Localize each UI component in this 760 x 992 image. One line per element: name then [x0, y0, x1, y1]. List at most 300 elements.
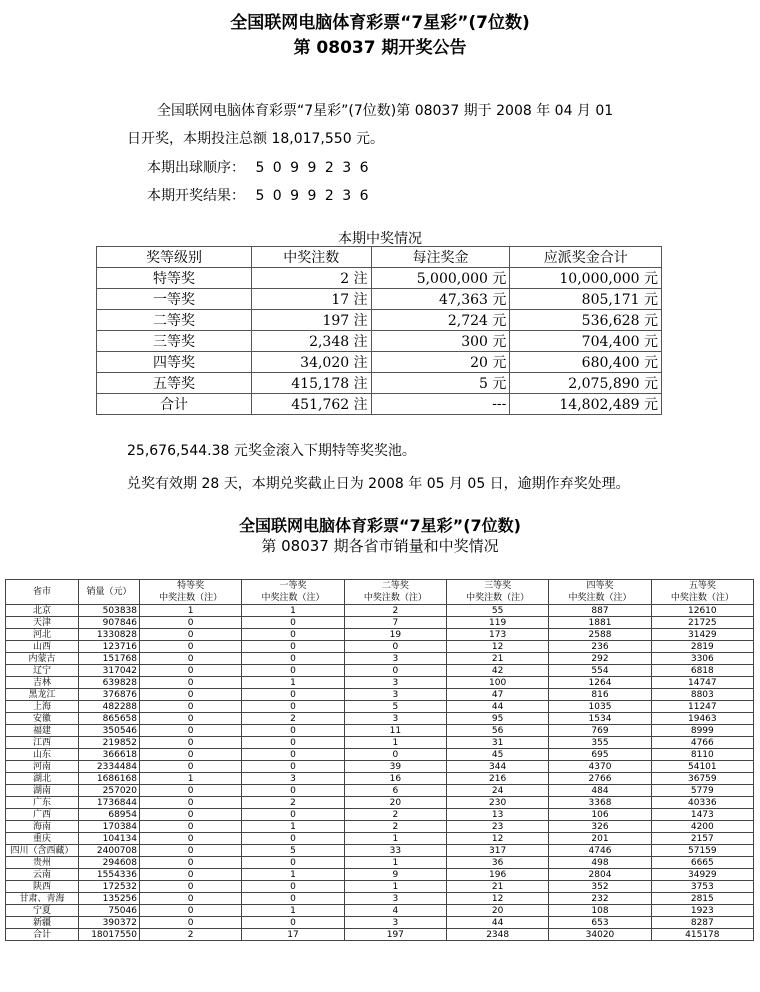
- province-row: [6, 713, 754, 725]
- province-winners: 415178: [651, 929, 753, 941]
- province-sales: 366618: [79, 749, 140, 761]
- province-name: 广西: [6, 809, 79, 821]
- province-sales: 482288: [79, 701, 140, 713]
- header-count: 中奖注数: [252, 247, 372, 268]
- province-winners: 0: [140, 689, 242, 701]
- province-sales: 2400708: [79, 845, 140, 857]
- province-winners: 0: [140, 665, 242, 677]
- province-winners: 21725: [651, 617, 753, 629]
- province-row: [6, 845, 754, 857]
- province-row: [6, 605, 754, 617]
- prize-level: 一等奖: [97, 289, 252, 310]
- intro-line-1: 全国联网电脑体育彩票“7星彩”(7位数)第 08037 期于 2008 年 04 月 01: [157, 103, 614, 119]
- province-winners: 2804: [549, 869, 651, 881]
- province-winners: 0: [140, 869, 242, 881]
- province-winners: 11247: [651, 701, 753, 713]
- province-name: 陕西: [6, 881, 79, 893]
- province-winners: 0: [140, 713, 242, 725]
- prize-total: 536,628 元: [510, 310, 662, 331]
- province-name: 河北: [6, 629, 79, 641]
- province-winners: 0: [242, 629, 344, 641]
- province-winners: 0: [140, 653, 242, 665]
- province-row: [6, 893, 754, 905]
- province-sales: 170384: [79, 821, 140, 833]
- province-winners: 0: [140, 833, 242, 845]
- province-winners: 816: [549, 689, 651, 701]
- province-row: [6, 641, 754, 653]
- province-winners: 2348: [446, 929, 548, 941]
- province-winners: 21: [446, 653, 548, 665]
- province-winners: 3: [344, 653, 446, 665]
- province-row: [6, 689, 754, 701]
- province-winners: 1473: [651, 809, 753, 821]
- province-winners: 12610: [651, 605, 753, 617]
- province-sales: 639828: [79, 677, 140, 689]
- province-row: [6, 857, 754, 869]
- province-sales: 376876: [79, 689, 140, 701]
- province-winners: 0: [242, 689, 344, 701]
- province-winners: 232: [549, 893, 651, 905]
- province-winners: 12: [446, 833, 548, 845]
- province-winners: 8110: [651, 749, 753, 761]
- province-winners: 56: [446, 725, 548, 737]
- province-winners: 55: [446, 605, 548, 617]
- province-name: 上海: [6, 701, 79, 713]
- province-winners: 16: [344, 773, 446, 785]
- province-row: [6, 629, 754, 641]
- province-winners: 44: [446, 917, 548, 929]
- province-winners: 7: [344, 617, 446, 629]
- province-winners: 0: [242, 641, 344, 653]
- count-label: 中奖注数（注）: [466, 593, 530, 603]
- header-level-5: [651, 580, 753, 605]
- province-row: [6, 617, 754, 629]
- province-winners: 14747: [651, 677, 753, 689]
- province-sales: 151768: [79, 653, 140, 665]
- province-winners: 31: [446, 737, 548, 749]
- prize-table-header: [97, 247, 662, 268]
- count-label: 中奖注数（注）: [363, 593, 427, 603]
- count-label: 中奖注数（注）: [159, 593, 223, 603]
- prize-count: 415,178 注: [252, 373, 372, 394]
- province-winners: 23: [446, 821, 548, 833]
- province-winners: 20: [446, 905, 548, 917]
- province-winners: 0: [344, 749, 446, 761]
- province-row: [6, 665, 754, 677]
- province-winners: 4: [344, 905, 446, 917]
- province-name: 河南: [6, 761, 79, 773]
- province-winners: 8803: [651, 689, 753, 701]
- count-label: 中奖注数（注）: [568, 593, 632, 603]
- draw-result: [147, 185, 371, 205]
- province-sales: 1686168: [79, 773, 140, 785]
- province-winners: 2: [242, 713, 344, 725]
- province-winners: 44: [446, 701, 548, 713]
- province-row: [6, 677, 754, 689]
- province-winners: 0: [242, 725, 344, 737]
- province-winners: 12: [446, 893, 548, 905]
- province-winners: 40336: [651, 797, 753, 809]
- prize-total: 680,400 元: [510, 352, 662, 373]
- province-winners: 554: [549, 665, 651, 677]
- province-winners: 47: [446, 689, 548, 701]
- province-winners: 3: [344, 689, 446, 701]
- province-row: [6, 929, 754, 941]
- province-winners: 1: [344, 881, 446, 893]
- province-winners: 5: [344, 701, 446, 713]
- province-title: 全国联网电脑体育彩票“7星彩”(7位数): [239, 516, 521, 535]
- province-winners: 8999: [651, 725, 753, 737]
- province-winners: 0: [344, 665, 446, 677]
- province-winners: 2: [242, 797, 344, 809]
- province-winners: 6818: [651, 665, 753, 677]
- province-name: 内蒙古: [6, 653, 79, 665]
- province-winners: 6: [344, 785, 446, 797]
- rollover-note: 25,676,544.38 元奖金滚入下期特等奖奖池。: [127, 443, 416, 459]
- province-winners: 173: [446, 629, 548, 641]
- province-winners: 5779: [651, 785, 753, 797]
- prize-per-bet: 5,000,000 元: [371, 268, 510, 289]
- draw-result-value: 5 0 9 9 2 3 6: [255, 188, 371, 204]
- province-name: 北京: [6, 605, 79, 617]
- level-name: 二等奖: [381, 581, 409, 591]
- level-name: 一等奖: [279, 581, 307, 591]
- province-winners: 0: [242, 737, 344, 749]
- province-winners: 3753: [651, 881, 753, 893]
- province-winners: 653: [549, 917, 651, 929]
- province-winners: 19: [344, 629, 446, 641]
- draw-result-label: 本期开奖结果：: [147, 188, 245, 204]
- province-row: [6, 737, 754, 749]
- province-name: 云南: [6, 869, 79, 881]
- province-name: 天津: [6, 617, 79, 629]
- province-winners: 1035: [549, 701, 651, 713]
- province-row: [6, 917, 754, 929]
- province-winners: 230: [446, 797, 548, 809]
- province-winners: 484: [549, 785, 651, 797]
- province-winners: 3368: [549, 797, 651, 809]
- province-winners: 0: [140, 881, 242, 893]
- prize-total: 805,171 元: [510, 289, 662, 310]
- province-sales: 104134: [79, 833, 140, 845]
- prize-per-bet: 300 元: [371, 331, 510, 352]
- province-row: [6, 785, 754, 797]
- province-winners: 0: [140, 641, 242, 653]
- province-winners: 12: [446, 641, 548, 653]
- province-row: [6, 881, 754, 893]
- province-sales: 390372: [79, 917, 140, 929]
- province-winners: 769: [549, 725, 651, 737]
- prize-count: 197 注: [252, 310, 372, 331]
- province-winners: 0: [140, 905, 242, 917]
- province-name: 辽宁: [6, 665, 79, 677]
- count-label: 中奖注数（注）: [261, 593, 325, 603]
- province-winners: 2815: [651, 893, 753, 905]
- province-sales: 865658: [79, 713, 140, 725]
- province-winners: 0: [242, 917, 344, 929]
- province-name: 四川（含西藏）: [6, 845, 79, 857]
- province-winners: 0: [140, 809, 242, 821]
- province-winners: 0: [242, 857, 344, 869]
- province-winners: 1: [344, 857, 446, 869]
- prize-total: 704,400 元: [510, 331, 662, 352]
- province-name: 山东: [6, 749, 79, 761]
- province-winners: 2157: [651, 833, 753, 845]
- province-sales: 135256: [79, 893, 140, 905]
- province-winners: 1: [242, 821, 344, 833]
- province-winners: 1: [140, 773, 242, 785]
- province-winners: 36759: [651, 773, 753, 785]
- province-sales: 317042: [79, 665, 140, 677]
- prize-count: 2,348 注: [252, 331, 372, 352]
- province-winners: 1: [344, 833, 446, 845]
- province-winners: 0: [242, 785, 344, 797]
- province-name: 合计: [6, 929, 79, 941]
- province-winners: 2588: [549, 629, 651, 641]
- province-winners: 1: [242, 605, 344, 617]
- header-total: 应派奖金合计: [510, 247, 662, 268]
- province-winners: 0: [242, 617, 344, 629]
- prize-level: 三等奖: [97, 331, 252, 352]
- province-winners: 3: [344, 713, 446, 725]
- province-winners: 695: [549, 749, 651, 761]
- province-sales: 123716: [79, 641, 140, 653]
- province-winners: 3: [242, 773, 344, 785]
- province-winners: 0: [242, 881, 344, 893]
- header-level-1: [242, 580, 344, 605]
- province-winners: 4746: [549, 845, 651, 857]
- province-winners: 20: [344, 797, 446, 809]
- level-name: 三等奖: [484, 581, 512, 591]
- province-winners: 1: [344, 737, 446, 749]
- prize-level: 合计: [97, 394, 252, 415]
- province-name: 甘肃、青海: [6, 893, 79, 905]
- province-winners: 0: [140, 797, 242, 809]
- province-winners: 1881: [549, 617, 651, 629]
- province-winners: 3: [344, 917, 446, 929]
- province-winners: 0: [140, 677, 242, 689]
- province-sales: 294608: [79, 857, 140, 869]
- province-winners: 24: [446, 785, 548, 797]
- province-winners: 0: [242, 653, 344, 665]
- province-winners: 2819: [651, 641, 753, 653]
- province-sales: 907846: [79, 617, 140, 629]
- province-name: 重庆: [6, 833, 79, 845]
- province-name: 湖南: [6, 785, 79, 797]
- province-winners: 57159: [651, 845, 753, 857]
- province-winners: 1: [242, 905, 344, 917]
- province-row: [6, 809, 754, 821]
- province-winners: 0: [140, 749, 242, 761]
- prize-per-bet: ---: [371, 394, 510, 415]
- province-row: [6, 701, 754, 713]
- province-winners: 326: [549, 821, 651, 833]
- province-winners: 4370: [549, 761, 651, 773]
- province-sales: 75046: [79, 905, 140, 917]
- prize-per-bet: 5 元: [371, 373, 510, 394]
- province-row: [6, 749, 754, 761]
- province-winners: 317: [446, 845, 548, 857]
- province-name: 广东: [6, 797, 79, 809]
- province-winners: 216: [446, 773, 548, 785]
- province-winners: 21: [446, 881, 548, 893]
- province-winners: 2: [140, 929, 242, 941]
- province-winners: 19463: [651, 713, 753, 725]
- province-sales: 503838: [79, 605, 140, 617]
- province-sales: 1554336: [79, 869, 140, 881]
- province-winners: 201: [549, 833, 651, 845]
- province-winners: 0: [140, 893, 242, 905]
- header-per: 每注奖金: [371, 247, 510, 268]
- prize-count: 17 注: [252, 289, 372, 310]
- province-name: 湖北: [6, 773, 79, 785]
- prize-level: 五等奖: [97, 373, 252, 394]
- province-winners: 1: [242, 869, 344, 881]
- province-winners: 0: [242, 833, 344, 845]
- prize-level: 二等奖: [97, 310, 252, 331]
- province-winners: 1: [140, 605, 242, 617]
- province-name: 黑龙江: [6, 689, 79, 701]
- province-winners: 236: [549, 641, 651, 653]
- province-winners: 36: [446, 857, 548, 869]
- prize-table: [96, 246, 662, 415]
- province-winners: 33: [344, 845, 446, 857]
- province-winners: 292: [549, 653, 651, 665]
- province-winners: 0: [344, 641, 446, 653]
- province-winners: 1264: [549, 677, 651, 689]
- province-winners: 34929: [651, 869, 753, 881]
- draw-order-label: 本期出球顺序：: [147, 160, 245, 176]
- header-level: 奖等级别: [97, 247, 252, 268]
- province-winners: 498: [549, 857, 651, 869]
- province-winners: 887: [549, 605, 651, 617]
- province-winners: 3: [344, 677, 446, 689]
- province-winners: 8287: [651, 917, 753, 929]
- province-sales: 68954: [79, 809, 140, 821]
- province-winners: 0: [140, 617, 242, 629]
- province-winners: 1534: [549, 713, 651, 725]
- province-winners: 0: [242, 809, 344, 821]
- province-subtitle: 第 08037 期各省市销量和中奖情况: [261, 537, 499, 555]
- province-name: 宁夏: [6, 905, 79, 917]
- province-sales: 172532: [79, 881, 140, 893]
- province-winners: 0: [140, 857, 242, 869]
- province-table-header: [6, 580, 754, 605]
- province-winners: 95: [446, 713, 548, 725]
- province-winners: 39: [344, 761, 446, 773]
- province-winners: 42: [446, 665, 548, 677]
- prize-per-bet: 47,363 元: [371, 289, 510, 310]
- prize-per-bet: 2,724 元: [371, 310, 510, 331]
- province-row: [6, 905, 754, 917]
- province-winners: 31429: [651, 629, 753, 641]
- level-name: 特等奖: [177, 581, 205, 591]
- province-sales: 1330828: [79, 629, 140, 641]
- prize-row: [97, 268, 662, 289]
- province-winners: 352: [549, 881, 651, 893]
- province-winners: 119: [446, 617, 548, 629]
- province-winners: 1: [242, 677, 344, 689]
- province-winners: 1923: [651, 905, 753, 917]
- province-sales: 18017550: [79, 929, 140, 941]
- province-name: 福建: [6, 725, 79, 737]
- province-sales: 2334484: [79, 761, 140, 773]
- announcement-title: 全国联网电脑体育彩票“7星彩”(7位数): [230, 13, 530, 33]
- province-winners: 4766: [651, 737, 753, 749]
- province-name: 贵州: [6, 857, 79, 869]
- province-sales: 350546: [79, 725, 140, 737]
- province-winners: 5: [242, 845, 344, 857]
- province-winners: 0: [242, 665, 344, 677]
- province-winners: 197: [344, 929, 446, 941]
- province-winners: 0: [242, 893, 344, 905]
- header-level-3: [446, 580, 548, 605]
- province-winners: 355: [549, 737, 651, 749]
- province-winners: 106: [549, 809, 651, 821]
- province-winners: 0: [140, 917, 242, 929]
- intro-line-2: 日开奖，本期投注总额 18,017,550 元。: [127, 131, 385, 147]
- prize-level: 四等奖: [97, 352, 252, 373]
- province-row: [6, 833, 754, 845]
- province-winners: 2766: [549, 773, 651, 785]
- province-winners: 3: [344, 893, 446, 905]
- province-winners: 0: [140, 821, 242, 833]
- prize-count: 2 注: [252, 268, 372, 289]
- prize-row: [97, 310, 662, 331]
- province-winners: 0: [140, 785, 242, 797]
- province-winners: 0: [140, 845, 242, 857]
- province-winners: 2: [344, 809, 446, 821]
- header-sales: 销量（元）: [79, 580, 140, 605]
- province-name: 新疆: [6, 917, 79, 929]
- province-winners: 11: [344, 725, 446, 737]
- province-winners: 0: [140, 761, 242, 773]
- province-winners: 0: [242, 761, 344, 773]
- province-winners: 108: [549, 905, 651, 917]
- province-row: [6, 773, 754, 785]
- prize-table-caption: 本期中奖情况: [338, 231, 422, 247]
- province-winners: 2: [344, 821, 446, 833]
- header-level-4: [549, 580, 651, 605]
- province-name: 江西: [6, 737, 79, 749]
- province-name: 山西: [6, 641, 79, 653]
- province-winners: 344: [446, 761, 548, 773]
- header-province: 省市: [6, 580, 79, 605]
- province-winners: 17: [242, 929, 344, 941]
- prize-row: [97, 394, 662, 415]
- prize-per-bet: 20 元: [371, 352, 510, 373]
- province-winners: 4200: [651, 821, 753, 833]
- province-winners: 0: [140, 701, 242, 713]
- province-winners: 34020: [549, 929, 651, 941]
- province-winners: 45: [446, 749, 548, 761]
- province-row: [6, 761, 754, 773]
- level-name: 五等奖: [688, 581, 716, 591]
- province-row: [6, 869, 754, 881]
- province-winners: 13: [446, 809, 548, 821]
- province-name: 安徽: [6, 713, 79, 725]
- province-winners: 0: [140, 629, 242, 641]
- province-winners: 2: [344, 605, 446, 617]
- province-winners: 0: [140, 725, 242, 737]
- province-row: [6, 653, 754, 665]
- province-row: [6, 725, 754, 737]
- province-winners: 6665: [651, 857, 753, 869]
- count-label: 中奖注数（注）: [670, 593, 734, 603]
- province-winners: 0: [140, 737, 242, 749]
- province-winners: 9: [344, 869, 446, 881]
- prize-row: [97, 373, 662, 394]
